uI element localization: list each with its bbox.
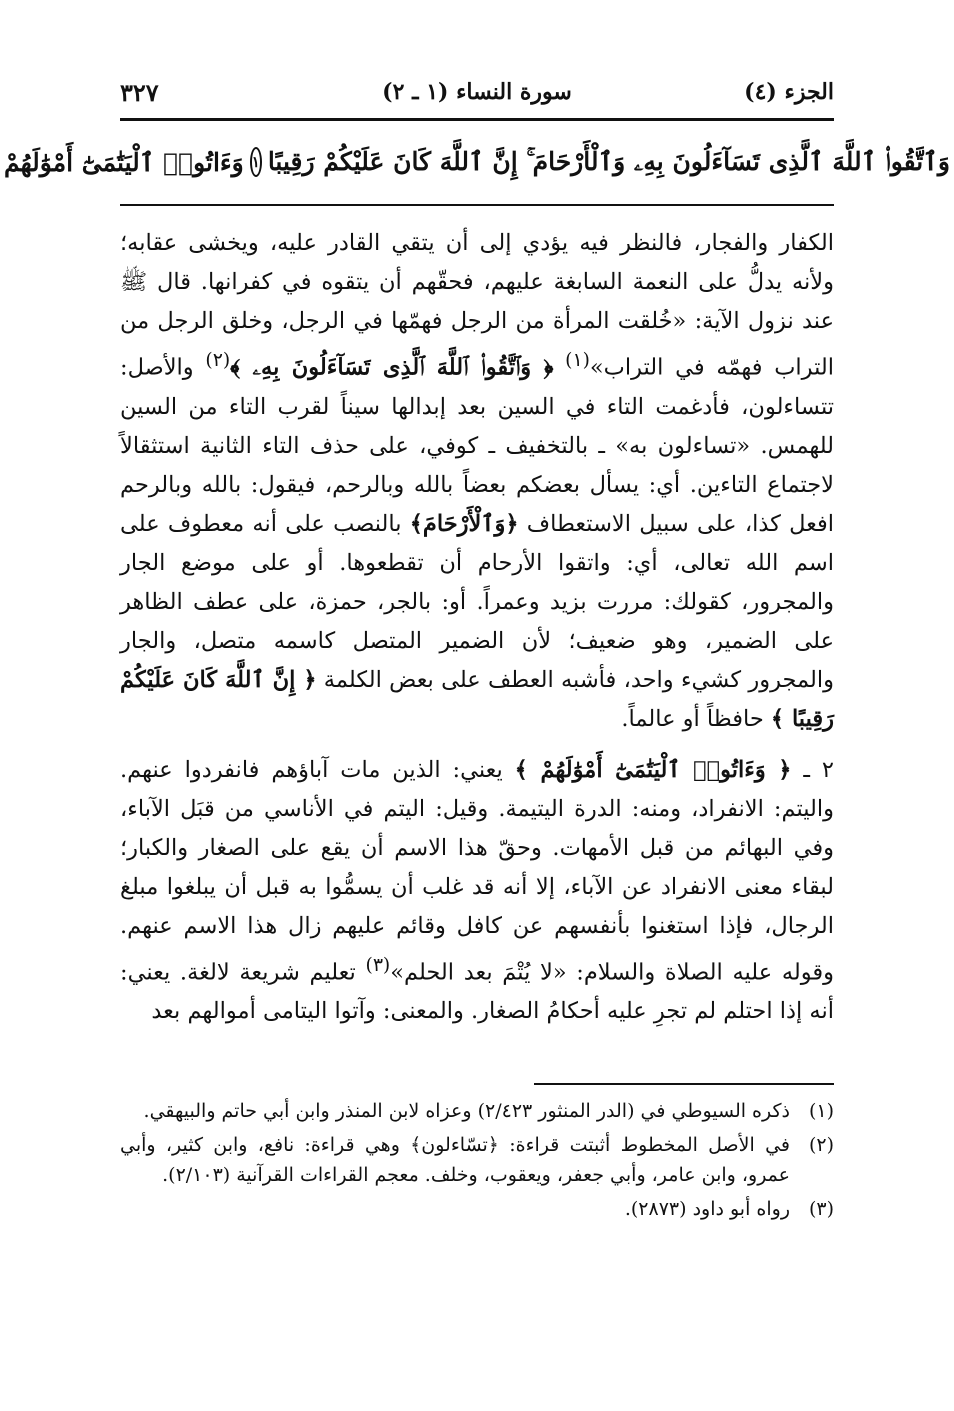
verse-text-2: وَءَاتُوا۟ ٱلْيَتَٰمَىٰٓ أَمْوَٰلَهُمْ	[4, 147, 244, 177]
text-run: الكفار والفجار، فالنظر فيه يؤدي إلى أن يتقي القادر عليه، ويخشى عقابه؛ ولأنه يدلُّ على النعمة السابغة عليهم، فحقّهم أن يتقوه في كفرانها. قال ﷺ عند نزول الآية: «خُلقت المرأة من الرجل فهمّها في الرجل، وخلق الرجل من التراب فهمّه في التراب»	[120, 230, 835, 381]
footnote-ref: (٢)	[205, 350, 231, 371]
verse-text-1: وَٱتَّقُوا۟ ٱللَّهَ ٱلَّذِى تَسَآءَلُونَ بِهِۦ وَٱلْأَرْحَامَ ۚ إِنَّ ٱللَّهَ كَانَ عَلَيْكُمْ رَقِيبًا	[267, 147, 950, 176]
paragraph-number: ٢ ـ	[803, 756, 834, 783]
footnote-separator	[534, 1083, 834, 1085]
footnote-item	[120, 1096, 834, 1126]
verse-end-marker: ١	[250, 147, 262, 177]
quran-quote: ﴿ إِنَّ ٱللَّهَ كَانَ عَلَيْكُمْ رَقِيبًا ﴾	[120, 666, 834, 732]
paragraph-2	[120, 751, 834, 1032]
quran-quote: ﴿وَٱلْأَرْحَامَ﴾	[409, 510, 519, 537]
quran-verse	[4, 136, 950, 188]
footnote-number: (١)	[808, 1100, 834, 1122]
text-run: يعني: الذين مات آباؤهم فانفردوا عنهم. واليتم: الانفراد، ومنه: الدرة اليتيمة. وقيل: اليتم في الأناسي من قبَل الآباء، وفي البهائم من قبل الأمهات. وحقّ هذا الاسم أن يقع على الصغار والكبار؛ لبقاء معنى الانفراد عن الآباء، إلا أنه قد غلب أن يسمُّوا به قبل أن يبلغوا مبلغ الرجال، فإذا استغنوا بأنفسهم عن كافل وقائم عليهم زال هذا الاسم عنهم. وقوله عليه الصلاة والسلام: «لا يُتْمَ بعد الحلم»	[120, 756, 835, 985]
part-label: الجزء (٤)	[744, 79, 834, 105]
text-run: تعليم شريعة لالغة. يعني: أنه إذا احتلم لم تجرِ عليه أحكامُ الصغار. والمعنى: وآتوا اليتامى أموالهم بعد	[120, 959, 834, 1024]
footnote-text: رواه أبو داود (٢٨٧٣).	[624, 1198, 790, 1220]
commentary-text	[120, 224, 834, 1031]
footnotes	[120, 1096, 834, 1228]
page-header	[120, 72, 834, 112]
footnote-text: ذكره السيوطي في (الدر المنثور ٢/٤٢٣) وعزاه لابن المنذر وابن أبي حاتم والبيهقي.	[143, 1100, 790, 1122]
header-rule	[120, 118, 834, 121]
footnote-item	[120, 1194, 834, 1224]
verse-rule	[120, 204, 834, 206]
quran-quote: ﴿ وَءَاتُوا۟ ٱلْيَتَٰمَىٰٓ أَمْوَٰلَهُمْ ﴾	[514, 756, 792, 783]
footnote-ref: (٣)	[365, 954, 391, 976]
surah-title: سورة النساء (١ ـ ٢)	[382, 79, 572, 105]
page-number: ٣٢٧	[120, 77, 159, 107]
text-run: بالنصب على أنه معطوف على اسم الله تعالى، أي: واتقوا الأرحام أن تقطعوها. أو على موضع الجار والمجرور، كقولك: مررت بزيد وعمراً. أو: بالجر، حمزة، على عطف الظاهر على الضمير، وهو ضعيف؛ لأن الضمير المتصل كاسمه متصل، والجار والمجرور كشيء واحد، فأشبه العطف على بعض الكلمة	[120, 510, 834, 693]
footnote-item	[120, 1130, 834, 1190]
footnote-number: (٣)	[808, 1198, 834, 1220]
footnote-ref: (١)	[565, 350, 590, 371]
text-run: حافظاً أو عالماً.	[621, 705, 764, 732]
text-run: والأصل: تتساءلون، فأدغمت التاء في السين بعد إبدالها سيناً لقرب التاء من السين للهمس. «تساءلون به» ـ بالتخفيف ـ كوفي، على حذف التاء الثانية استثقالاً لاجتماع التاءين. أي: يسأل بعضكم بعضاً بالله وبالرحم، فيقول: بالله وبالرحم افعل كذا، على سبيل الاستعطاف	[120, 354, 835, 537]
footnote-text: في الأصل المخطوط أثبتت قراءة: ﴿تسّاءلون﴾ وهي قراءة: نافع، وابن كثير، وأبي عمرو، وابن عامر، وأبي جعفر، ويعقوب، وخلف. معجم القراءات القرآنية (٢/١٠٣).	[120, 1134, 790, 1186]
quran-quote: ﴿ وَٱتَّقُوا۟ ٱللَّهَ ٱلَّذِى تَسَآءَلُونَ بِهِۦ ﴾	[230, 354, 554, 381]
paragraph-1	[120, 224, 834, 739]
footnote-number: (٢)	[808, 1134, 834, 1156]
